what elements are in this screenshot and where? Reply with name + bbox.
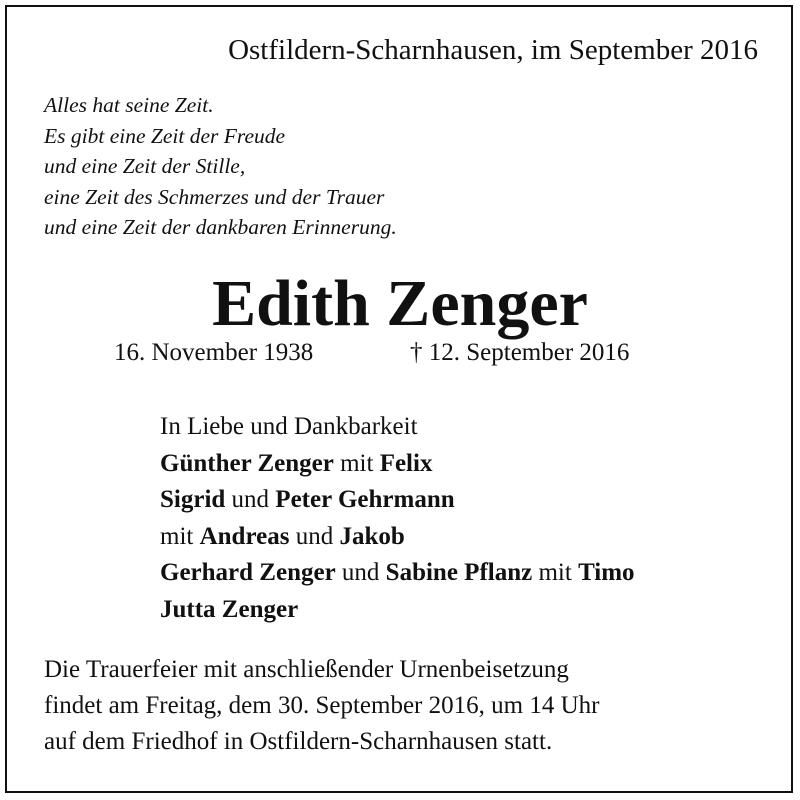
signer-line bbox=[160, 446, 635, 483]
poem-line: eine Zeit des Schmerzes und der Trauer bbox=[44, 184, 385, 209]
service-line: Die Trauerfeier mit anschließender Urnenbeisetzung bbox=[44, 656, 569, 683]
signers bbox=[160, 409, 635, 628]
connector-text: und bbox=[225, 486, 276, 513]
signers-intro: In Liebe und Dankbarkeit bbox=[160, 413, 418, 440]
place-date: Ostfildern-Scharnhausen, im September 2016 bbox=[228, 34, 758, 66]
poem-line: Es gibt eine Zeit der Freude bbox=[44, 123, 286, 148]
signer-name: Felix bbox=[379, 449, 433, 477]
signer-line bbox=[160, 555, 635, 592]
signer-name: Gerhard Zenger bbox=[160, 559, 336, 586]
connector-text: mit bbox=[160, 522, 200, 550]
signer-name: Peter Gehrmann bbox=[275, 486, 455, 513]
signer-name: Sigrid bbox=[160, 486, 226, 513]
signer-name: Jutta Zenger bbox=[160, 595, 299, 623]
signer-line bbox=[160, 592, 635, 629]
deceased-name: Edith Zenger bbox=[212, 267, 588, 340]
connector-text: mit bbox=[532, 559, 579, 586]
signer-name: Jakob bbox=[339, 522, 405, 550]
death-date: † 12. September 2016 bbox=[410, 339, 630, 366]
poem-line: und eine Zeit der dankbaren Erinnerung. bbox=[44, 215, 397, 239]
service-line: findet am Freitag, dem 30. September 2016, um 14 Uhr bbox=[44, 692, 600, 719]
signer-name: Sabine Pflanz bbox=[385, 559, 533, 586]
signer-line bbox=[160, 482, 635, 519]
poem-line: und eine Zeit der Stille, bbox=[44, 154, 246, 178]
connector-text: und bbox=[335, 559, 386, 586]
signer-name: Günther Zenger bbox=[160, 449, 334, 477]
service-line: auf dem Friedhof in Ostfildern-Scharnhausen statt. bbox=[44, 728, 553, 755]
signer-name: Timo bbox=[578, 559, 635, 586]
poem-line: Alles hat seine Zeit. bbox=[44, 93, 214, 117]
birth-date: 16. November 1938 bbox=[114, 339, 314, 366]
connector-text: mit bbox=[333, 449, 380, 477]
signer-name: Andreas bbox=[199, 522, 290, 550]
service-info bbox=[44, 652, 599, 760]
signer-line bbox=[160, 519, 635, 556]
poem bbox=[44, 90, 397, 243]
connector-text: und bbox=[289, 522, 340, 550]
